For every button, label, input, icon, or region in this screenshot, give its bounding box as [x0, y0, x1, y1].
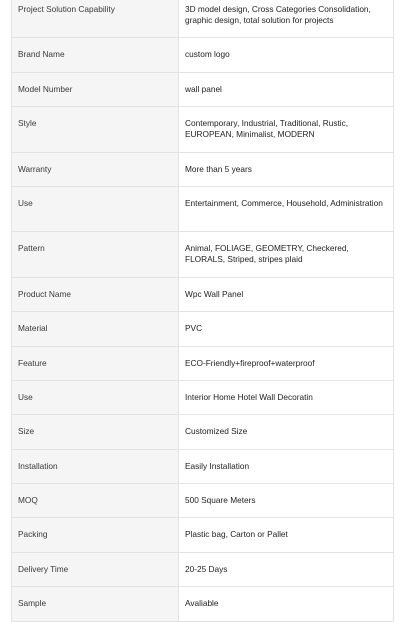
spec-row: [12, 0, 394, 38]
spec-row: [12, 38, 394, 72]
spec-value: 20-25 Days: [179, 552, 394, 586]
spec-row: [12, 312, 394, 346]
spec-value: 500 Square Meters: [179, 484, 394, 518]
spec-value: Customized Size: [179, 415, 394, 449]
spec-label: Installation: [12, 449, 179, 483]
spec-value: Entertainment, Commerce, Household, Administration: [179, 186, 394, 231]
spec-value: Plastic bag, Carton or Pallet: [179, 518, 394, 552]
spec-row: [12, 277, 394, 311]
spec-label: Pattern: [12, 232, 179, 277]
spec-label: Material: [12, 312, 179, 346]
spec-label: Size: [12, 415, 179, 449]
spec-row: [12, 232, 394, 277]
spec-label: Use: [12, 186, 179, 231]
spec-value: Avaliable: [179, 587, 394, 621]
spec-row: [12, 380, 394, 414]
spec-label: Model Number: [12, 72, 179, 106]
spec-value: custom logo: [179, 38, 394, 72]
spec-label: Use: [12, 380, 179, 414]
spec-row: [12, 587, 394, 621]
spec-label: Packing: [12, 518, 179, 552]
spec-value: PVC: [179, 312, 394, 346]
spec-value: Animal, FOLIAGE, GEOMETRY, Checkered, FLORALS, Striped, stripes plaid: [179, 232, 394, 277]
spec-row: [12, 552, 394, 586]
spec-label: Project Solution Capability: [12, 0, 179, 38]
spec-value: Easily Installation: [179, 449, 394, 483]
spec-label: Brand Name: [12, 38, 179, 72]
spec-row: [12, 152, 394, 186]
spec-value: 3D model design, Cross Categories Consolidation, graphic design, total solution for projects: [179, 0, 394, 38]
spec-table-body: [12, 0, 394, 621]
spec-label: Delivery Time: [12, 552, 179, 586]
spec-label: Feature: [12, 346, 179, 380]
spec-row: [12, 415, 394, 449]
spec-row: [12, 484, 394, 518]
spec-value: More than 5 years: [179, 152, 394, 186]
spec-label: Style: [12, 107, 179, 152]
spec-value: Contemporary, Industrial, Traditional, Rustic, EUROPEAN, Minimalist, MODERN: [179, 107, 394, 152]
spec-row: [12, 518, 394, 552]
spec-value: ECO-Friendly+fireproof+waterproof: [179, 346, 394, 380]
spec-row: [12, 107, 394, 152]
spec-label: Product Name: [12, 277, 179, 311]
spec-value: Interior Home Hotel Wall Decoratin: [179, 380, 394, 414]
spec-value: wall panel: [179, 72, 394, 106]
spec-label: Warranty: [12, 152, 179, 186]
spec-label: Sample: [12, 587, 179, 621]
spec-row: [12, 449, 394, 483]
spec-value: Wpc Wall Panel: [179, 277, 394, 311]
spec-row: [12, 346, 394, 380]
spec-label: MOQ: [12, 484, 179, 518]
spec-row: [12, 186, 394, 231]
product-spec-table: [11, 0, 394, 622]
spec-row: [12, 72, 394, 106]
